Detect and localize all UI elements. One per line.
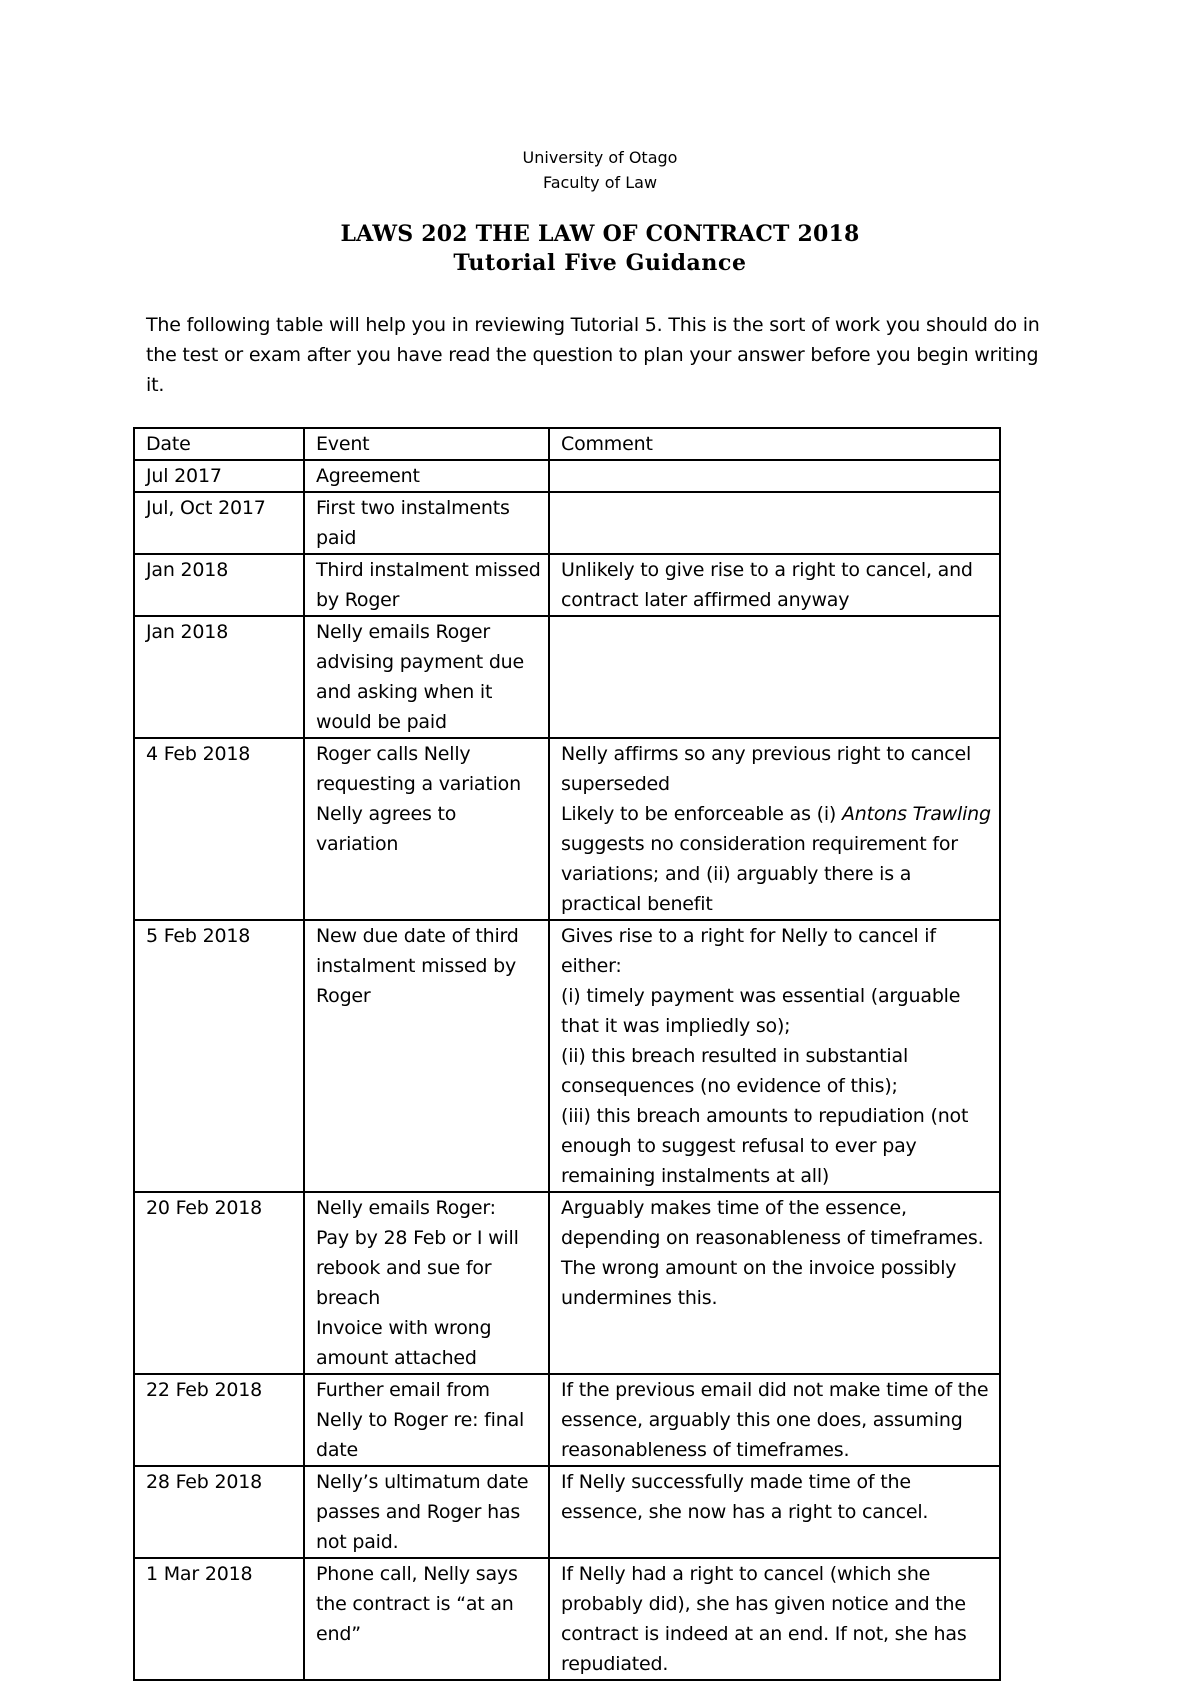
- comment-line: Gives rise to a right for Nelly to cancel if either:: [561, 925, 936, 977]
- cell-event: [304, 554, 549, 616]
- event-line: Nelly agrees to variation: [316, 803, 457, 855]
- comment-line: If Nelly successfully made time of the essence, she now has a right to cancel.: [561, 1471, 929, 1523]
- comment-line: (i) timely payment was essential (arguable that it was impliedly so);: [561, 985, 961, 1037]
- course-title: LAWS 202 THE LAW OF CONTRACT 2018: [340, 221, 860, 247]
- table-row: [134, 1374, 1000, 1466]
- cell-date: 22 Feb 2018: [134, 1374, 304, 1466]
- cell-comment: [549, 554, 1000, 616]
- cell-date: 20 Feb 2018: [134, 1192, 304, 1374]
- table-row: [134, 460, 1000, 492]
- column-header-date: Date: [134, 428, 304, 460]
- table-row: [134, 1192, 1000, 1374]
- cell-event: [304, 492, 549, 554]
- cell-comment: [549, 1192, 1000, 1374]
- cell-date: Jul, Oct 2017: [134, 492, 304, 554]
- event-line: Nelly emails Roger:: [316, 1197, 496, 1219]
- cell-comment: [549, 1374, 1000, 1466]
- comment-line: (iii) this breach amounts to repudiation (not enough to suggest refusal to ever pay remaining instalments at all): [561, 1105, 969, 1187]
- column-header-event: Event: [304, 428, 549, 460]
- cell-comment: [549, 460, 1000, 492]
- cell-comment: [549, 1466, 1000, 1558]
- cell-date: Jan 2018: [134, 616, 304, 738]
- event-line: Agreement: [316, 465, 420, 487]
- column-header-comment: Comment: [549, 428, 1000, 460]
- event-line: Nelly’s ultimatum date passes and Roger has not paid.: [316, 1471, 529, 1553]
- event-line: Third instalment missed by Roger: [316, 559, 541, 611]
- event-line: Invoice with wrong amount attached: [316, 1317, 492, 1369]
- university-name: University of Otago: [522, 148, 678, 167]
- table-row: [134, 920, 1000, 1192]
- event-line: Further email from Nelly to Roger re: final date: [316, 1379, 525, 1461]
- event-line: Phone call, Nelly says the contract is “at an end”: [316, 1563, 518, 1645]
- table-row: [134, 554, 1000, 616]
- event-line: First two instalments paid: [316, 497, 510, 549]
- document-subtitle: Tutorial Five Guidance: [453, 250, 747, 276]
- table-row: [134, 492, 1000, 554]
- event-line: Roger calls Nelly requesting a variation: [316, 743, 521, 795]
- cell-date: Jul 2017: [134, 460, 304, 492]
- cell-event: [304, 738, 549, 920]
- comment-line-with-case: [561, 799, 993, 919]
- cell-event: [304, 460, 549, 492]
- table-row: [134, 1466, 1000, 1558]
- comment-line: (ii) this breach resulted in substantial consequences (no evidence of this);: [561, 1045, 909, 1097]
- cell-event: [304, 1466, 549, 1558]
- event-line: Nelly emails Roger advising payment due and asking when it would be paid: [316, 621, 525, 733]
- comment-text: Likely to be enforceable as (i): [561, 803, 842, 825]
- cell-date: Jan 2018: [134, 554, 304, 616]
- table-header-row: [134, 428, 1000, 460]
- cell-date: 1 Mar 2018: [134, 1558, 304, 1680]
- comment-line: If Nelly had a right to cancel (which she probably did), she has given notice and the contract is indeed at an end. If not, she has repudiated.: [561, 1563, 967, 1675]
- cell-event: [304, 1192, 549, 1374]
- cell-event: [304, 616, 549, 738]
- case-name: Antons Trawling: [841, 803, 991, 825]
- cell-comment: [549, 738, 1000, 920]
- table-row: [134, 616, 1000, 738]
- cell-comment: [549, 1558, 1000, 1680]
- cell-event: [304, 1374, 549, 1466]
- event-line: New due date of third instalment missed by Roger: [316, 925, 519, 1007]
- cell-event: [304, 920, 549, 1192]
- cell-date: 4 Feb 2018: [134, 738, 304, 920]
- cell-comment: [549, 920, 1000, 1192]
- table-row: [134, 1558, 1000, 1680]
- faculty-name: Faculty of Law: [542, 173, 658, 192]
- tutorial-guidance-table: [133, 427, 1001, 1681]
- event-line: Pay by 28 Feb or I will rebook and sue for breach: [316, 1227, 519, 1309]
- comment-line: Arguably makes time of the essence, depending on reasonableness of timeframes. The wrong amount on the invoice possibly undermines this.: [561, 1197, 984, 1309]
- table-row: [134, 738, 1000, 920]
- cell-comment: [549, 492, 1000, 554]
- comment-line: If the previous email did not make time of the essence, arguably this one does, assuming reasonableness of timeframes.: [561, 1379, 989, 1461]
- cell-date: 5 Feb 2018: [134, 920, 304, 1192]
- comment-line: Unlikely to give rise to a right to cancel, and contract later affirmed anyway: [561, 559, 973, 611]
- cell-date: 28 Feb 2018: [134, 1466, 304, 1558]
- comment-text: suggests no consideration requirement for variations; and (ii) arguably there is a practical benefit: [561, 833, 958, 915]
- intro-paragraph: The following table will help you in reviewing Tutorial 5. This is the sort of work you should do in the test or exam after you have read the question to plan your answer before you begin writing it.: [146, 314, 1040, 396]
- comment-line: Nelly affirms so any previous right to cancel superseded: [561, 743, 972, 795]
- cell-event: [304, 1558, 549, 1680]
- cell-comment: [549, 616, 1000, 738]
- table-body: [134, 460, 1000, 1680]
